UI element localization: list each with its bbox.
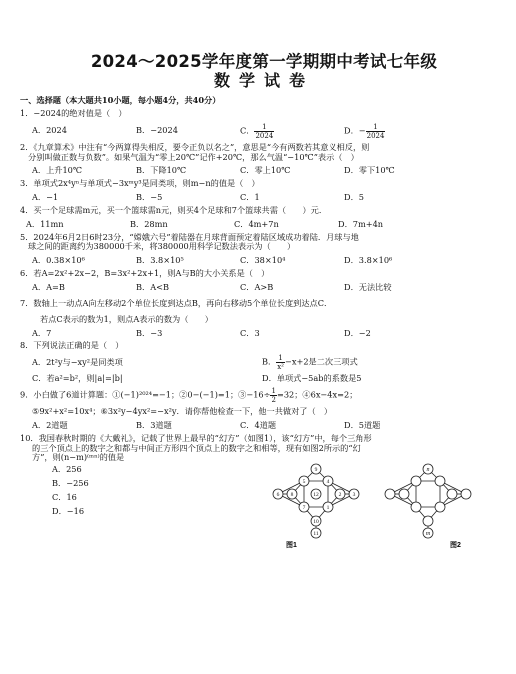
option-a: A．上升10℃ bbox=[32, 165, 83, 176]
node bbox=[399, 489, 409, 499]
option-label: C． bbox=[240, 125, 255, 136]
node-label: 7 bbox=[302, 505, 306, 512]
option-d: D．5道题 bbox=[344, 419, 381, 430]
option-a: A．7 bbox=[32, 327, 52, 338]
node-label: 3 bbox=[352, 492, 356, 499]
option-label: B． bbox=[262, 356, 277, 367]
denominator: 2024 bbox=[366, 131, 385, 140]
option-c: C．4m+7n bbox=[234, 218, 279, 229]
node-label: 9 bbox=[314, 467, 318, 474]
fraction bbox=[254, 123, 274, 140]
node bbox=[447, 489, 457, 499]
magic-square-figure-2 bbox=[376, 463, 480, 549]
option-a: A．11mn bbox=[26, 218, 64, 229]
question-stem: 的三个顶点上的数字之和都与中间正方形四个顶点上的数字之和相等，现有如图2所示的“幻 bbox=[32, 442, 361, 453]
denominator: 2024 bbox=[255, 131, 274, 140]
node bbox=[385, 489, 395, 499]
node-label: 12 bbox=[313, 492, 319, 499]
option-a: A．2道题 bbox=[32, 419, 68, 430]
node-label: 4 bbox=[326, 479, 330, 486]
node bbox=[435, 502, 445, 512]
question-stem: 6．若A=2x²+2x−2，B=3x²+2x+1，则A与B的大小关系是（ ） bbox=[20, 268, 270, 279]
option-d: D．3.8×10⁶ bbox=[344, 255, 393, 266]
option-c: C．4道题 bbox=[240, 419, 277, 430]
node-label: 11 bbox=[313, 531, 319, 538]
option-d: D．无法比较 bbox=[344, 281, 392, 292]
option-b: B．下降10℃ bbox=[136, 165, 187, 176]
magic-square-figure-1 bbox=[264, 463, 368, 549]
option-d: D．7m+4n bbox=[338, 218, 384, 229]
option-a: A．2t²y与−xy²是同类项 bbox=[32, 356, 123, 367]
question-stem: 1．−2024的绝对值是（ ） bbox=[20, 107, 127, 118]
options bbox=[26, 220, 508, 230]
node bbox=[461, 489, 471, 499]
numerator: 1 bbox=[366, 123, 386, 132]
option-a: A．0.38×10⁶ bbox=[32, 255, 85, 266]
option-b: B．3道题 bbox=[136, 419, 172, 430]
option-d: D．5 bbox=[344, 192, 364, 203]
question-7 bbox=[20, 299, 508, 339]
question-stem: 5．2024年6月2日6时23分，“嫦娥六号”着陆器在月球背面预定着陆区域成功着陆．月球与地 bbox=[20, 231, 359, 242]
node-label: 8 bbox=[290, 492, 294, 499]
question-3 bbox=[20, 179, 508, 203]
option-a: A．2024 bbox=[32, 125, 67, 136]
numerator: 1 bbox=[254, 123, 274, 132]
node bbox=[411, 476, 421, 486]
question-8 bbox=[20, 341, 508, 384]
question-stem: 7．数轴上一动点A向左移动2个单位长度到达点B，再向右移动5个单位长度到达点C． bbox=[20, 297, 333, 308]
question-stem: ⑤9x²+x²=10x⁴；⑥3x²y−4yx²=−x²y．请你帮他检查一下，他一共做对了（ ） bbox=[32, 406, 333, 417]
node-label: 5 bbox=[302, 479, 306, 486]
option-c bbox=[240, 123, 344, 140]
stem-text: 9．小白做了6道计算题：①(−1)²⁰²⁴=−1；②0−(−1)=1；③−16÷ bbox=[20, 389, 271, 400]
option-text: −x+2是二次三项式 bbox=[284, 356, 358, 367]
option-c: C．1 bbox=[240, 192, 260, 203]
fraction bbox=[366, 123, 386, 140]
question-stem: 4．买一个足球需m元，买一个篮球需n元，则买4个足球和7个篮球共需（ ）元． bbox=[20, 204, 328, 215]
exam-subtitle: 数学试卷 bbox=[213, 71, 314, 90]
option-b: B．28mn bbox=[130, 218, 168, 229]
question-9 bbox=[20, 387, 508, 431]
figure-1-caption: 图1 bbox=[286, 542, 297, 550]
option-a: A．256 bbox=[52, 464, 82, 475]
question-2 bbox=[20, 143, 508, 177]
options bbox=[32, 374, 508, 384]
question-stem: 2．《九章算术》中注有“今两算得失相反，要令正负以名之”，意思是“今有两数若其意义相反，则 bbox=[20, 141, 370, 152]
node-label: n bbox=[426, 467, 430, 474]
options bbox=[32, 354, 508, 371]
node-label: 2 bbox=[338, 492, 342, 499]
node bbox=[423, 516, 433, 526]
option-b: B．−2024 bbox=[136, 125, 178, 136]
question-10-body bbox=[20, 463, 508, 550]
option-label: D．− bbox=[344, 125, 366, 136]
option-c: C．若a²=b²，则|a|=|b| bbox=[32, 373, 123, 384]
option-d: D．−16 bbox=[52, 505, 85, 516]
section-heading: 一、选择题（本大题共10小题，每小题4分，共40分） bbox=[20, 95, 221, 105]
node-label: 1 bbox=[326, 505, 330, 512]
option-d: D．−2 bbox=[344, 327, 371, 338]
options bbox=[32, 283, 508, 293]
option-c: C．零上10℃ bbox=[240, 165, 291, 176]
option-c: C．16 bbox=[52, 491, 77, 502]
numerator: 1 bbox=[276, 354, 285, 363]
options bbox=[32, 256, 508, 266]
question-stem: 3．单项式2x⁴yⁿ与单项式−3xᵐy³是同类项，则m−n的值是（ ） bbox=[20, 178, 260, 189]
node-label: m bbox=[425, 531, 431, 538]
denominator: x² bbox=[277, 363, 284, 372]
options bbox=[32, 329, 508, 339]
stem-text: =32；④6x−4x=2； bbox=[276, 389, 358, 400]
option-b: B．−256 bbox=[52, 478, 89, 489]
options bbox=[32, 193, 508, 203]
question-stem: 分别叫做正数与负数”。如果气温为“零上20℃”记作+20℃，那么气温“−10℃”表示（ ） bbox=[28, 151, 359, 162]
question-stem: 10．我国春秋时期的《大戴礼》，记载了世界上最早的“幻方”（如图1），该“幻方”中，每个三角形 bbox=[20, 432, 372, 443]
question-4 bbox=[20, 206, 508, 230]
node-label: 6 bbox=[276, 492, 280, 499]
options bbox=[32, 166, 508, 176]
options bbox=[52, 465, 89, 520]
node-label: 10 bbox=[313, 519, 319, 526]
question-stem bbox=[20, 387, 508, 404]
node bbox=[411, 502, 421, 512]
question-6 bbox=[20, 269, 508, 293]
option-b: B．A<B bbox=[136, 281, 169, 292]
option-a: A．A=B bbox=[32, 281, 65, 292]
option-b bbox=[262, 354, 492, 371]
question-1 bbox=[20, 109, 508, 140]
options bbox=[32, 123, 508, 140]
question-stem: 若点C表示的数为1，则点A表示的数为（ ） bbox=[40, 313, 213, 324]
question-stem: 方”，则(n−m)⁽ᵐⁿ⁾的值是 bbox=[32, 452, 125, 463]
option-c: C．A>B bbox=[240, 281, 274, 292]
numerator: 1 bbox=[271, 387, 276, 396]
option-a: A．−1 bbox=[32, 192, 59, 203]
figure-2-caption: 图2 bbox=[450, 542, 461, 550]
option-b: B．3.8×10⁵ bbox=[136, 255, 184, 266]
fraction bbox=[276, 354, 285, 371]
denominator: 2 bbox=[271, 396, 276, 405]
option-d bbox=[344, 123, 448, 140]
options bbox=[32, 421, 508, 431]
question-5 bbox=[20, 233, 508, 267]
option-c: C．38×10⁴ bbox=[240, 255, 286, 266]
option-b: B．−3 bbox=[136, 327, 163, 338]
exam-title: 2024～2025学年度第一学期期中考试七年级 bbox=[90, 52, 438, 71]
option-c: C．3 bbox=[240, 327, 260, 338]
option-d: D．零下10℃ bbox=[344, 165, 395, 176]
question-stem: 球之间的距离约为380000千米，将380000用科学记数法表示为（ ） bbox=[28, 241, 296, 252]
question-stem: 8．下列说法正确的是（ ） bbox=[20, 340, 124, 351]
question-10 bbox=[20, 432, 508, 550]
node bbox=[435, 476, 445, 486]
option-b: B．−5 bbox=[136, 192, 163, 203]
option-d: D．单项式−5ab的系数是5 bbox=[262, 373, 362, 384]
